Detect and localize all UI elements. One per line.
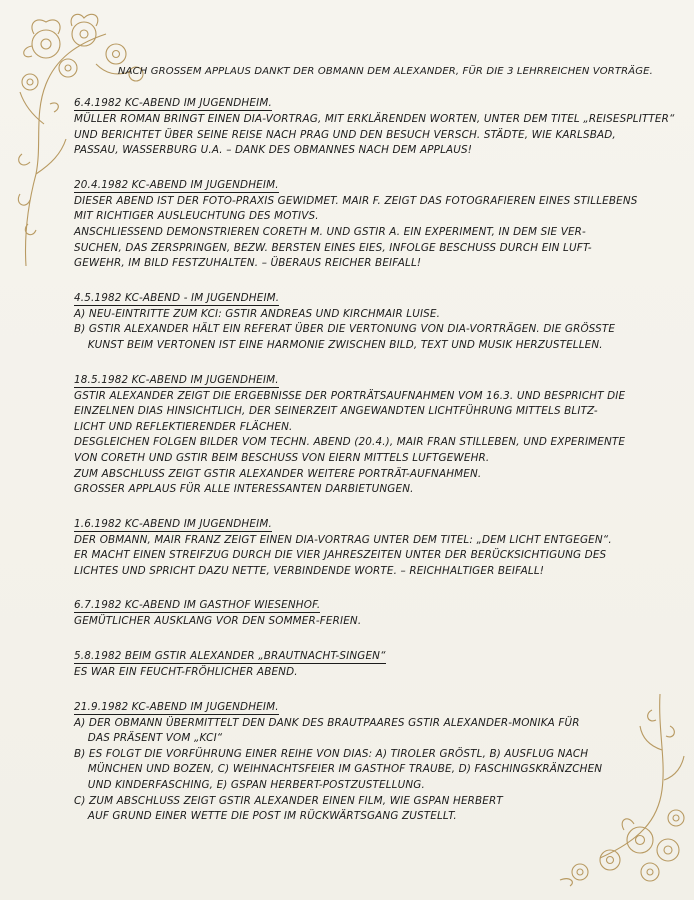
entry-line: GEMÜTLICHER AUSKLANG VOR DEN SOMMER-FERIEN.	[74, 615, 362, 628]
entry-line: UND BERICHTET ÜBER SEINE REISE NACH PRAG UND DEN BESUCH VERSCH. STÄDTE, WIE KARLSBAD,	[74, 128, 616, 141]
entry-line: MIT RICHTIGER AUSLEUCHTUNG DES MOTIVS.	[74, 210, 319, 223]
entry-line: ES WAR EIN FEUCHT-FRÖHLICHER ABEND.	[74, 666, 298, 679]
entry-line: DESGLEICHEN FOLGEN BILDER VOM TECHN. ABEND (20.4.), MAIR FRAN STILLEBEN, UND EXPERIMENTE	[74, 436, 626, 449]
entry-heading: 1.6.1982 KC-ABEND IM JUGENDHEIM.	[74, 517, 272, 530]
entry-line: ANSCHLIESSEND DEMONSTRIEREN CORETH M. UND GSTIR A. EIN EXPERIMENT, IN DEM SIE VER-	[74, 225, 586, 238]
entry-heading: 6.7.1982 KC-ABEND IM GASTHOF WIESENHOF.	[74, 599, 321, 612]
entry-line: SUCHEN, DAS ZERSPRINGEN, BEZW. BERSTEN EINES EIES, INFOLGE BESCHUSS DURCH EIN LUFT-	[74, 241, 592, 254]
entry-heading: 6.4.1982 KC-ABEND IM JUGENDHEIM.	[74, 97, 272, 109]
entry-line: ER MACHT EINEN STREIFZUG DURCH DIE VIER JAHRESZEITEN UNTER DER BERÜCKSICHTIGUNG DES	[74, 549, 607, 562]
entry-line: VON CORETH UND GSTIR BEIM BESCHUSS VON EIERN MITTELS LUFTGEWEHR.	[74, 451, 490, 464]
entry-4	[74, 373, 674, 498]
entry-line: B) GSTIR ALEXANDER HÄLT EIN REFERAT ÜBER DIE VERTONUNG VON DIA-VORTRÄGEN. DIE GRÖSSTE	[74, 323, 616, 336]
entry-line: MÜNCHEN UND BOZEN, C) WEIHNACHTSFEIER IM GASTHOF TRAUBE, D) FASCHINGSKRÄNZCHEN	[74, 763, 603, 776]
entry-line: A) NEU-EINTRITTE ZUM KCI: GSTIR ANDREAS UND KIRCHMAIR LUISE.	[74, 307, 441, 320]
entry-line: DIESER ABEND IST DER FOTO-PRAXIS GEWIDMET. MAIR F. ZEIGT DAS FOTOGRAFIEREN EINES STILLEBENS	[74, 194, 638, 207]
entry-line: B) ES FOLGT DIE VORFÜHRUNG EINER REIHE VON DIAS: A) TIROLER GRÖSTL, B) AUSFLUG NACH	[74, 747, 589, 760]
entry-7	[74, 649, 674, 681]
entry-heading: 4.5.1982 KC-ABEND - IM JUGENDHEIM.	[74, 291, 280, 304]
entry-heading: 18.5.1982 KC-ABEND IM JUGENDHEIM.	[74, 373, 279, 386]
entry-1	[74, 96, 674, 159]
entry-line: GSTIR ALEXANDER ZEIGT DIE ERGEBNISSE DER PORTRÄTSAUFNAHMEN VOM 16.3. UND BESPRICHT DIE	[74, 389, 626, 402]
entry-line: AUF GRUND EINER WETTE DIE POST IM RÜCKWÄRTSGANG ZUSTELLT.	[74, 810, 457, 823]
entry-line: DAS PRÄSENT VOM „KCI“	[74, 732, 223, 745]
entry-line: LICHTES UND SPRICHT DAZU NETTE, VERBINDENDE WORTE. – REICHHALTIGER BEIFALL!	[74, 564, 545, 577]
entry-line: GROSSER APPLAUS FÜR ALLE INTERESSANTEN DARBIETUNGEN.	[74, 483, 414, 496]
entry-line: MÜLLER ROMAN BRINGT EINEN DIA-VORTRAG, MIT ERKLÄRENDEN WORTEN, UNTER DEM TITEL „REISESPLITTER“	[74, 113, 675, 125]
entry-line: EINZELNEN DIAS HINSICHTLICH, DER SEINERZEIT ANGEWANDTEN LICHTFÜHRUNG MITTELS BLITZ-	[74, 405, 598, 418]
entry-line: UND KINDERFASCHING, E) GSPAN HERBERT-POSTZUSTELLUNG.	[74, 779, 425, 792]
entry-heading: 21.9.1982 KC-ABEND IM JUGENDHEIM.	[74, 700, 279, 713]
entry-3	[74, 291, 674, 354]
entry-line: DER OBMANN, MAIR FRANZ ZEIGT EINEN DIA-VORTRAG UNTER DEM TITEL: „DEM LICHT ENTGEGEN“.	[74, 533, 612, 546]
intro-line: NACH GROSSEM APPLAUS DANKT DER OBMANN DEM ALEXANDER, FÜR DIE 3 LEHRREICHEN VORTRÄGE.	[118, 66, 653, 77]
entry-2	[74, 178, 674, 272]
entry-line: C) ZUM ABSCHLUSS ZEIGT GSTIR ALEXANDER EINEN FILM, WIE GSPAN HERBERT	[74, 794, 503, 807]
entry-5	[74, 517, 674, 580]
entry-line: A) DER OBMANN ÜBERMITTELT DEN DANK DES BRAUTPAARES GSTIR ALEXANDER-MONIKA FÜR	[74, 716, 580, 729]
document-body	[74, 60, 674, 825]
entry-8	[74, 700, 674, 825]
entry-line: KUNST BEIM VERTONEN IST EINE HARMONIE ZWISCHEN BILD, TEXT UND MUSIK HERZUSTELLEN.	[74, 338, 603, 351]
entry-heading: 5.8.1982 BEIM GSTIR ALEXANDER „BRAUTNACHT-SINGEN“	[74, 650, 386, 663]
entry-heading: 20.4.1982 KC-ABEND IM JUGENDHEIM.	[74, 178, 279, 191]
entry-6	[74, 598, 674, 630]
entry-line: PASSAU, WASSERBURG U.A. – DANK DES OBMANNES NACH DEM APPLAUS!	[74, 144, 473, 157]
entry-line: LICHT UND REFLEKTIERENDER FLÄCHEN.	[74, 420, 293, 433]
entry-line: GEWEHR, IM BILD FESTZUHALTEN. – ÜBERAUS REICHER BEIFALL!	[74, 257, 422, 270]
entry-line: ZUM ABSCHLUSS ZEIGT GSTIR ALEXANDER WEITERE PORTRÄT-AUFNAHMEN.	[74, 467, 482, 480]
